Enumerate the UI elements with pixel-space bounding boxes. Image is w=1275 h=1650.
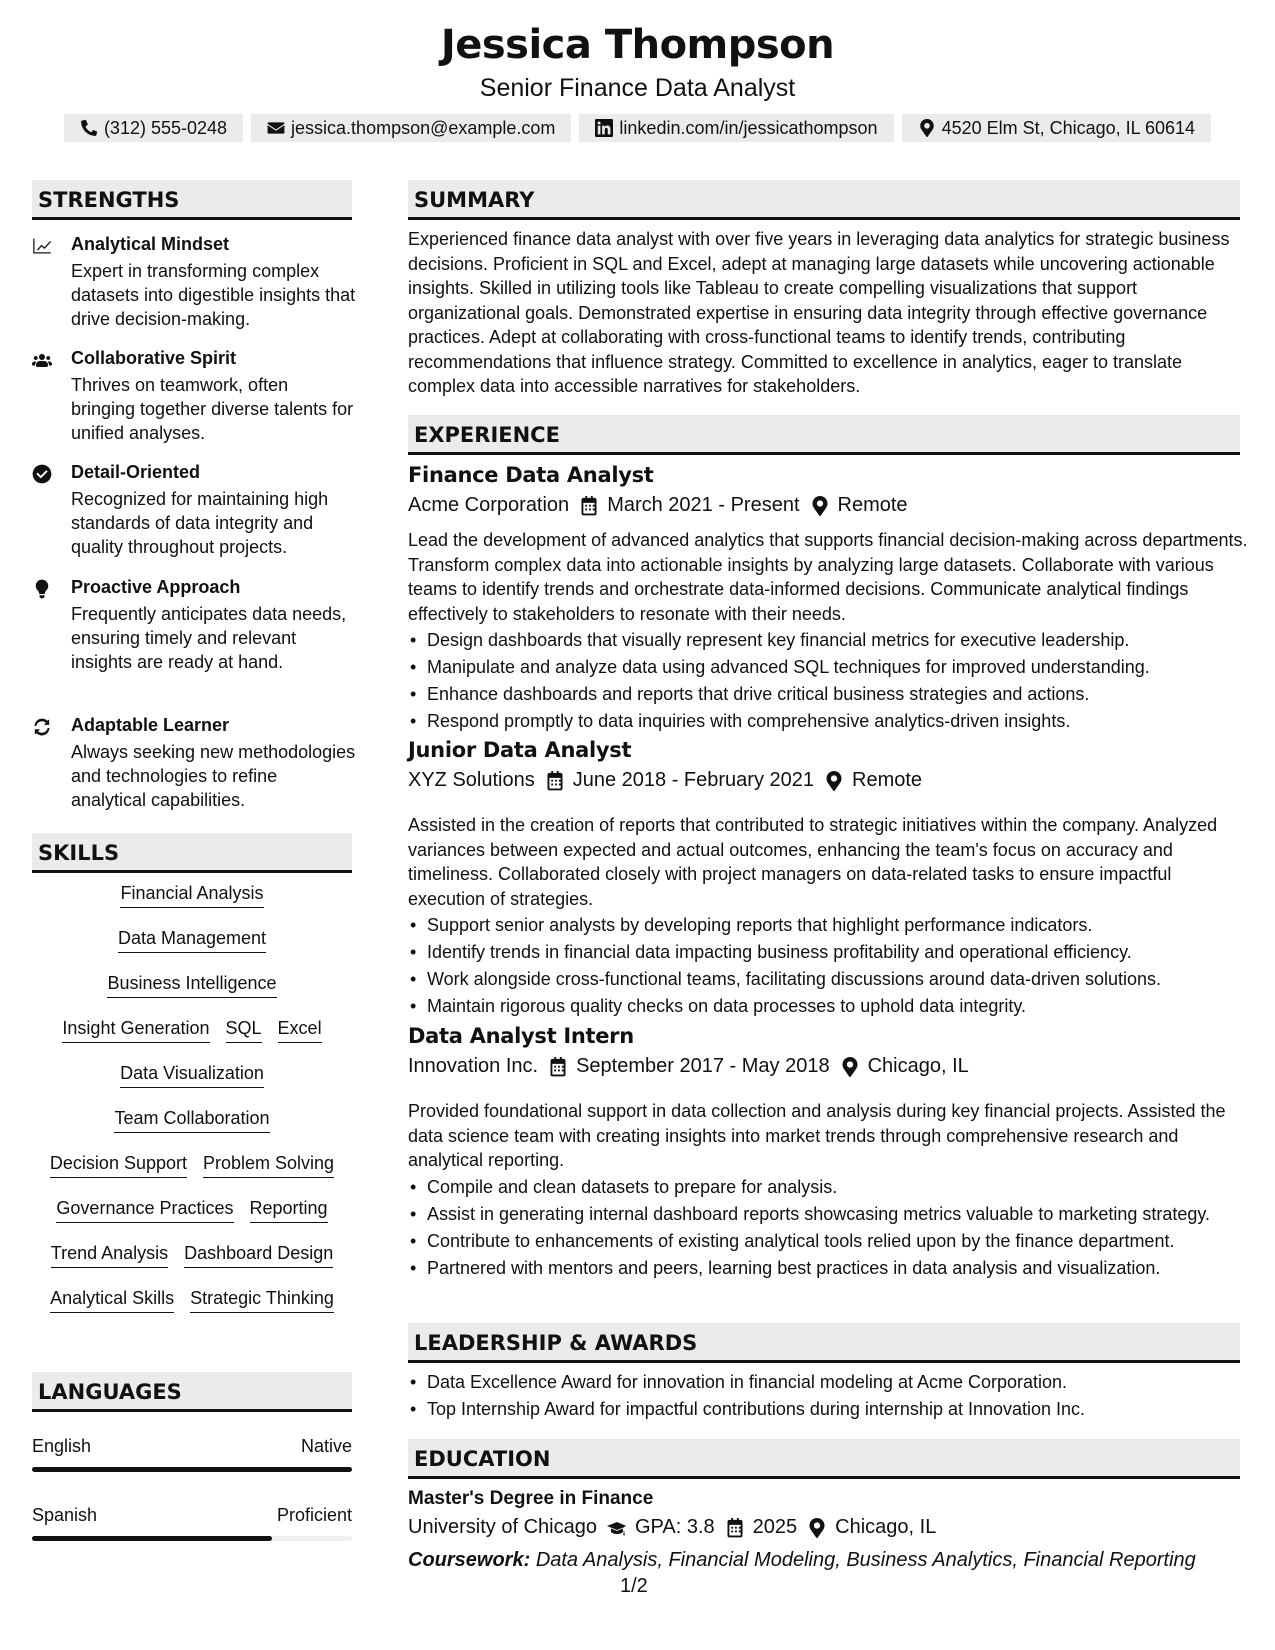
education-meta — [408, 1516, 936, 1539]
skill-tag: Reporting — [250, 1197, 328, 1223]
skill-row — [32, 1152, 352, 1197]
skill-tag: Excel — [278, 1017, 322, 1043]
strength-desc: Thrives on teamwork, often bringing together diverse talents for unified analyses. — [71, 375, 354, 443]
language-bar — [32, 1536, 352, 1541]
skill-row — [32, 1197, 352, 1242]
job-dates: March 2021 - Present — [607, 494, 800, 516]
job-bullets — [408, 628, 1248, 736]
list-item: • Partnered with mentors and peers, learning best practices in data analysis and visualization. — [408, 1256, 1248, 1280]
calendar-icon — [725, 1518, 745, 1538]
experience-heading: EXPERIENCE — [408, 415, 1240, 455]
skill-tag: Insight Generation — [62, 1017, 209, 1043]
map-pin-icon — [807, 1518, 827, 1538]
skill-tag: Financial Analysis — [120, 882, 263, 908]
list-item: • Top Internship Award for impactful contributions during internship at Innovation Inc. — [408, 1397, 1248, 1421]
skill-tag: Governance Practices — [56, 1197, 233, 1223]
list-item: • Design dashboards that visually represent key financial metrics for executive leadership. — [408, 628, 1248, 652]
language-name: Spanish — [32, 1505, 98, 1525]
education-school: University of Chicago — [408, 1516, 597, 1538]
skill-row — [32, 1107, 352, 1152]
strength-desc: Recognized for maintaining high standards of data integrity and quality throughout projects. — [71, 489, 329, 557]
job-bullets — [408, 913, 1248, 1021]
map-pin-icon — [824, 771, 844, 791]
job-description: Provided foundational support in data collection and analysis during key financial projects. Assisted the data science team with creating insights into market trends through comprehensive research and analytical reporting. — [408, 1101, 1226, 1170]
strength-title: Detail-Oriented — [71, 462, 201, 482]
sync-icon — [32, 717, 54, 737]
job-description: Assisted in the creation of reports that contributed to strategic initiatives within the company. Analyzed variances between expected and actual outcomes, enhancing the team's focus on accuracy and timeliness. Collaborated closely with project managers on data-related tasks to ensure impactful execution of strategies. — [408, 815, 1218, 909]
skill-tag: Business Intelligence — [107, 972, 276, 998]
education-gpa: GPA: 3.8 — [634, 1516, 715, 1538]
candidate-name: Jessica Thompson — [440, 22, 835, 68]
lightbulb-icon — [32, 579, 54, 599]
skills-heading: SKILLS — [32, 833, 352, 873]
language-bar — [32, 1467, 352, 1472]
contact-address — [902, 114, 1212, 142]
skill-row — [32, 1017, 352, 1062]
calendar-icon — [545, 771, 565, 791]
contact-email[interactable] — [251, 114, 571, 142]
coursework-text: Data Analysis, Financial Modeling, Business Analytics, Financial Reporting — [535, 1549, 1196, 1571]
contact-email-text: jessica.thompson@example.com — [291, 117, 556, 138]
awards-list — [408, 1370, 1248, 1424]
contact-linkedin-text: linkedin.com/in/jessicathompson — [619, 117, 878, 138]
list-item: • Enhance dashboards and reports that drive critical business strategies and actions. — [408, 682, 1248, 706]
education-degree: Master's Degree in Finance — [408, 1488, 654, 1509]
chart-line-icon — [32, 236, 54, 256]
strength-desc: Frequently anticipates data needs, ensuring timely and relevant insights are ready at hand. — [71, 604, 347, 672]
job-location: Chicago, IL — [867, 1055, 969, 1077]
skill-row — [32, 927, 352, 972]
job-dates: June 2018 - February 2021 — [572, 769, 815, 791]
map-pin-icon — [918, 119, 936, 137]
contact-phone-text: (312) 555-0248 — [103, 117, 228, 138]
language-level: Native — [300, 1436, 352, 1456]
skill-tag: Data Management — [118, 927, 266, 953]
skill-tag: SQL — [226, 1017, 262, 1043]
education-heading: EDUCATION — [408, 1439, 1240, 1479]
calendar-icon — [548, 1057, 568, 1077]
language-row — [32, 1505, 352, 1535]
list-item: • Support senior analysts by developing reports that highlight performance indicators. — [408, 913, 1248, 937]
list-item: • Assist in generating internal dashboard reports showcasing metrics valuable to marketing strategy. — [408, 1202, 1248, 1226]
skill-row — [32, 882, 352, 927]
candidate-title: Senior Finance Data Analyst — [479, 74, 796, 102]
language-name: English — [32, 1436, 92, 1456]
envelope-icon — [267, 119, 285, 137]
contact-bar — [0, 114, 1275, 142]
skill-row — [32, 1287, 352, 1332]
strength-item — [32, 577, 352, 697]
coursework-label: Coursework: — [408, 1549, 531, 1571]
language-bar-fill — [32, 1467, 352, 1472]
strength-title: Proactive Approach — [71, 577, 241, 597]
skill-row — [32, 1062, 352, 1107]
job-dates: September 2017 - May 2018 — [576, 1055, 830, 1077]
strength-item — [32, 348, 352, 448]
strength-title: Analytical Mindset — [71, 234, 230, 254]
languages-heading: LANGUAGES — [32, 1372, 352, 1412]
contact-linkedin[interactable] — [579, 114, 893, 142]
job-company: XYZ Solutions — [408, 769, 535, 791]
job-meta — [408, 494, 908, 517]
page-number: 1/2 — [620, 1575, 648, 1597]
language-level: Proficient — [276, 1505, 352, 1525]
job-description: Lead the development of advanced analytics that supports financial decision-making across departments. Transform complex data into actionable insights by analyzing large datasets. Collaborate with various teams to identify trends and orchestrate data-informed decisions. Communicate analytical findings effectively to stakeholders to resonate with their needs. — [408, 530, 1248, 624]
job-meta — [408, 1055, 969, 1078]
list-item: • Maintain rigorous quality checks on data processes to uphold data integrity. — [408, 994, 1248, 1018]
list-item: • Respond promptly to data inquiries with comprehensive analytics-driven insights. — [408, 709, 1248, 733]
job-company: Innovation Inc. — [408, 1055, 539, 1077]
map-pin-icon — [810, 496, 830, 516]
strength-item — [32, 234, 356, 334]
strength-item — [32, 715, 356, 815]
summary-text: Experienced finance data analyst with over five years in leveraging data analytics for strategic business decisions. Proficient in SQL and Excel, adept at managing large datasets while uncovering actionable insights. Skilled in utilizing tools like Tableau to create compelling visualizations that support organizational goals. Demonstrated expertise in ensuring data integrity through effective governance practices. Adept at collaborating with cross-functional teams to identify trends, contributing recommendations that influence strategy. Committed to excellence in analytics, eager to translate complex data into accessible narratives for stakeholders. — [408, 229, 1230, 396]
contact-phone[interactable] — [64, 114, 243, 142]
skill-tag: Team Collaboration — [114, 1107, 269, 1133]
users-icon — [32, 350, 54, 370]
strength-title: Collaborative Spirit — [71, 348, 237, 368]
job-meta — [408, 769, 922, 792]
strength-desc: Always seeking new methodologies and technologies to refine analytical capabilities. — [71, 742, 356, 810]
check-circle-icon — [32, 464, 54, 484]
list-item: • Compile and clean datasets to prepare for analysis. — [408, 1175, 1248, 1199]
skill-row — [32, 972, 352, 1017]
education-location: Chicago, IL — [835, 1516, 937, 1538]
list-item: • Work alongside cross-functional teams, facilitating discussions around data-driven solutions. — [408, 967, 1248, 991]
skill-tag: Analytical Skills — [50, 1287, 174, 1313]
job-title: Junior Data Analyst — [408, 738, 632, 762]
skill-tag: Trend Analysis — [51, 1242, 168, 1268]
skill-tag: Decision Support — [50, 1152, 187, 1178]
skill-tag: Data Visualization — [120, 1062, 264, 1088]
summary-heading: SUMMARY — [408, 180, 1240, 220]
list-item: • Identify trends in financial data impacting business profitability and operational efficiency. — [408, 940, 1248, 964]
language-row — [32, 1436, 352, 1466]
strength-item — [32, 462, 352, 562]
job-location: Remote — [852, 769, 923, 791]
calendar-icon — [579, 496, 599, 516]
job-bullets — [408, 1175, 1248, 1283]
strength-title: Adaptable Learner — [71, 715, 230, 735]
linkedin-icon — [595, 119, 613, 137]
skill-tag: Dashboard Design — [184, 1242, 333, 1268]
education-coursework — [408, 1549, 1196, 1572]
phone-icon — [80, 119, 98, 137]
language-bar-fill — [32, 1536, 272, 1541]
awards-heading: LEADERSHIP & AWARDS — [408, 1323, 1240, 1363]
contact-address-text: 4520 Elm St, Chicago, IL 60614 — [941, 117, 1196, 138]
job-company: Acme Corporation — [408, 494, 570, 516]
list-item: • Manipulate and analyze data using advanced SQL techniques for improved understanding. — [408, 655, 1248, 679]
strengths-heading: STRENGTHS — [32, 180, 352, 220]
education-year: 2025 — [752, 1516, 798, 1538]
skills-list — [32, 882, 352, 1332]
skill-row — [32, 1242, 352, 1287]
skill-tag: Problem Solving — [203, 1152, 334, 1178]
job-location: Remote — [837, 494, 908, 516]
graduation-cap-icon — [607, 1518, 627, 1538]
list-item: • Data Excellence Award for innovation in financial modeling at Acme Corporation. — [408, 1370, 1248, 1394]
job-title: Data Analyst Intern — [408, 1024, 634, 1048]
list-item: • Contribute to enhancements of existing analytical tools relied upon by the finance department. — [408, 1229, 1248, 1253]
strength-desc: Expert in transforming complex datasets into digestible insights that drive decision-making. — [71, 261, 356, 329]
skill-tag: Strategic Thinking — [190, 1287, 334, 1313]
job-title: Finance Data Analyst — [408, 463, 654, 487]
map-pin-icon — [840, 1057, 860, 1077]
